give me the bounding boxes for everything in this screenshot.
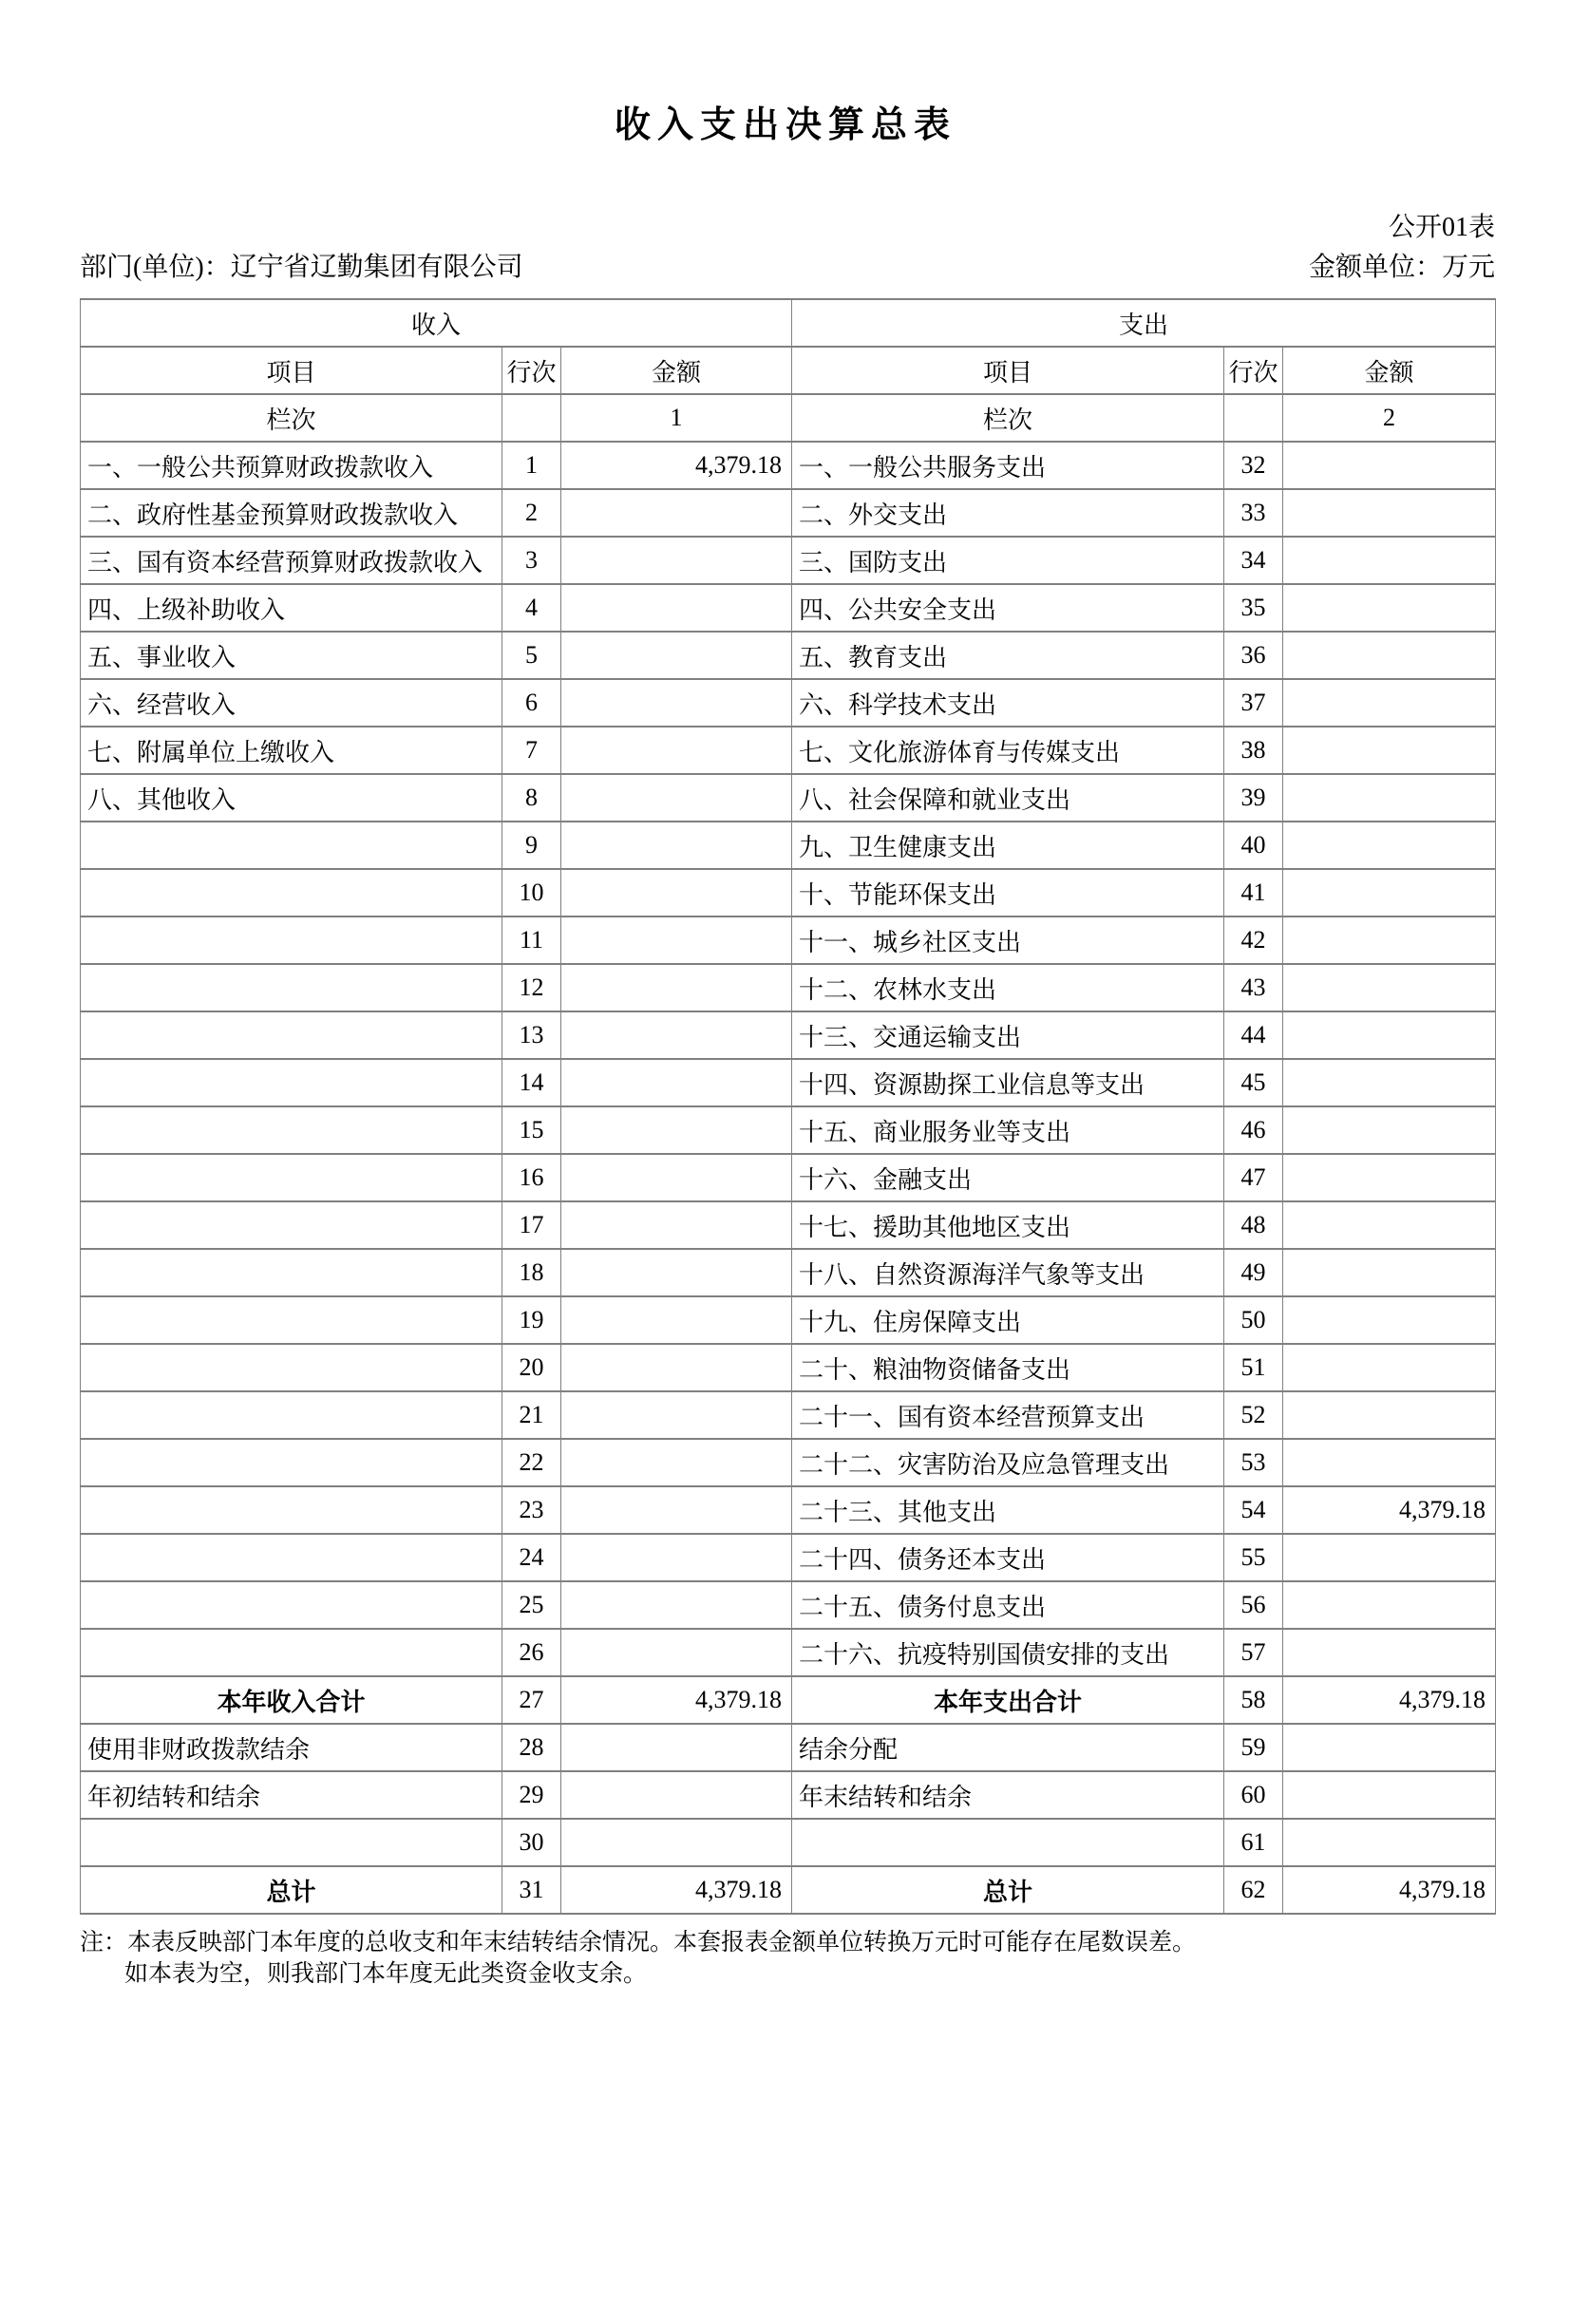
income-amount-cell [561,964,792,1011]
expense-amount-cell [1283,1534,1496,1581]
expense-item-cell: 七、文化旅游体育与传媒支出 [792,727,1224,774]
group-header-row [81,299,1496,347]
expense-line-cell: 53 [1224,1439,1283,1486]
expense-amount-cell [1283,1581,1496,1629]
notes-block [80,1927,1495,1990]
expense-item-cell [792,1819,1224,1866]
income-amount-cell [561,727,792,774]
note-line-1: 注：本表反映部门本年度的总收支和年末结转结余情况。本套报表金额单位转换万元时可能存在尾数误差。 [80,1930,1197,1956]
expense-item-cell: 二十二、灾害防治及应急管理支出 [792,1439,1224,1486]
expense-line-cell: 51 [1224,1344,1283,1391]
expense-amount-cell [1283,679,1496,727]
expense-amount-cell [1283,584,1496,632]
income-amount-cell [561,1581,792,1629]
income-line-cell: 19 [502,1296,561,1344]
income-amount-cell: 4,379.18 [561,1866,792,1914]
expense-item-cell: 三、国防支出 [792,537,1224,584]
expense-item-cell: 十二、农林水支出 [792,964,1224,1011]
document-page [0,103,1571,2324]
expense-amount-cell: 4,379.18 [1283,1866,1496,1914]
income-item-cell [81,1344,502,1391]
expense-line-cell: 43 [1224,964,1283,1011]
income-line-cell: 9 [502,822,561,869]
income-amount-cell [561,1439,792,1486]
income-amount-cell [561,916,792,964]
income-line-cell: 4 [502,584,561,632]
income-amount-cell [561,1629,792,1676]
expense-amount-cell [1283,1296,1496,1344]
income-item-cell: 本年收入合计 [81,1676,502,1724]
expense-line-cell: 49 [1224,1249,1283,1296]
expense-line-cell: 33 [1224,489,1283,537]
expense-amount-cell [1283,489,1496,537]
table-row [81,1534,1496,1581]
expense-line-cell: 45 [1224,1059,1283,1106]
income-line-cell: 6 [502,679,561,727]
income-line-cell: 8 [502,774,561,822]
expense-line-cell: 41 [1224,869,1283,916]
table-row [81,1011,1496,1059]
income-amount-cell [561,1486,792,1534]
income-line-cell: 17 [502,1201,561,1249]
income-amount-cell: 4,379.18 [561,1676,792,1724]
income-line-cell: 28 [502,1724,561,1771]
expense-amount-cell [1283,1724,1496,1771]
table-row [81,442,1496,489]
income-line-cell: 13 [502,1011,561,1059]
income-line-cell: 22 [502,1439,561,1486]
expense-item-cell: 二十三、其他支出 [792,1486,1224,1534]
expense-line-cell: 54 [1224,1486,1283,1534]
expense-line-cell: 39 [1224,774,1283,822]
expense-item-cell: 十八、自然资源海洋气象等支出 [792,1249,1224,1296]
table-row [81,1771,1496,1819]
expense-line-cell: 37 [1224,679,1283,727]
income-line-cell: 11 [502,916,561,964]
income-line-cell: 21 [502,1391,561,1439]
table-row [81,632,1496,679]
income-col-number: 1 [561,394,792,442]
income-amount-cell [561,1296,792,1344]
expense-amount-cell [1283,442,1496,489]
expense-amount-cell [1283,1106,1496,1154]
income-item-cell [81,1201,502,1249]
expense-amount-cell [1283,632,1496,679]
expense-line-cell: 56 [1224,1581,1283,1629]
income-item-cell [81,1391,502,1439]
income-item-cell [81,1581,502,1629]
income-amount-cell [561,1154,792,1201]
table-row [81,537,1496,584]
income-amount-cell [561,1249,792,1296]
expense-item-cell: 二十五、债务付息支出 [792,1581,1224,1629]
expense-col-number: 2 [1283,394,1496,442]
expense-item-cell: 本年支出合计 [792,1676,1224,1724]
income-item-cell [81,822,502,869]
budget-summary-table [80,298,1496,1915]
income-item-cell: 八、其他收入 [81,774,502,822]
income-line-cell: 16 [502,1154,561,1201]
expense-amount-cell [1283,774,1496,822]
income-item-cell [81,1059,502,1106]
table-row [81,1581,1496,1629]
income-amount-cell [561,537,792,584]
expense-item-cell: 九、卫生健康支出 [792,822,1224,869]
expense-line-cell: 50 [1224,1296,1283,1344]
table-row [81,1439,1496,1486]
expense-item-cell: 二十四、债务还本支出 [792,1534,1224,1581]
expense-amount-cell [1283,1059,1496,1106]
expense-amount-cell [1283,1011,1496,1059]
table-row [81,1676,1496,1724]
income-amount-cell [561,489,792,537]
income-line-cell: 18 [502,1249,561,1296]
table-row [81,1249,1496,1296]
expense-item-cell: 年末结转和结余 [792,1771,1224,1819]
note-line-2: 如本表为空，则我部门本年度无此类资金收支余。 [124,1961,648,1987]
expense-line-cell: 52 [1224,1391,1283,1439]
expense-item-cell: 八、社会保障和就业支出 [792,774,1224,822]
expense-item-cell: 十七、援助其他地区支出 [792,1201,1224,1249]
expense-line-cell: 34 [1224,537,1283,584]
expense-line-cell: 46 [1224,1106,1283,1154]
unit-label: 金额单位：万元 [1308,253,1495,282]
income-item-cell [81,1486,502,1534]
income-line-cell: 7 [502,727,561,774]
table-row [81,1059,1496,1106]
expense-amount-header: 金额 [1283,347,1496,394]
income-item-cell: 四、上级补助收入 [81,584,502,632]
expense-item-cell: 十九、住房保障支出 [792,1296,1224,1344]
expense-item-cell: 六、科学技术支出 [792,679,1224,727]
page-title: 收入支出决算总表 [614,105,956,145]
expense-line-cell: 47 [1224,1154,1283,1201]
expense-amount-cell [1283,1771,1496,1819]
income-amount-cell [561,584,792,632]
table-row [81,1819,1496,1866]
expense-line-cell: 42 [1224,916,1283,964]
income-item-cell: 七、附属单位上缴收入 [81,727,502,774]
income-line-cell: 12 [502,964,561,1011]
expense-line-cell: 60 [1224,1771,1283,1819]
expense-amount-cell [1283,1439,1496,1486]
column-number-row [81,394,1496,442]
expense-line-cell: 48 [1224,1201,1283,1249]
income-amount-cell [561,632,792,679]
table-row [81,964,1496,1011]
income-line-cell: 14 [502,1059,561,1106]
income-line-cell: 5 [502,632,561,679]
income-amount-cell [561,1724,792,1771]
expense-amount-cell [1283,964,1496,1011]
expense-amount-cell [1283,1154,1496,1201]
income-amount-cell [561,869,792,916]
expense-line-cell: 59 [1224,1724,1283,1771]
table-row [81,1866,1496,1914]
expense-amount-cell [1283,1249,1496,1296]
meta-row [80,253,1495,283]
expense-line-cell: 35 [1224,584,1283,632]
income-amount-cell [561,1344,792,1391]
income-item-cell [81,1439,502,1486]
income-item-cell [81,1534,502,1581]
income-line-cell: 1 [502,442,561,489]
income-item-cell [81,916,502,964]
income-amount-header: 金额 [561,347,792,394]
table-row [81,774,1496,822]
department-label: 部门(单位)：辽宁省辽勤集团有限公司 [80,253,523,282]
expense-amount-cell: 4,379.18 [1283,1486,1496,1534]
income-amount-cell [561,1534,792,1581]
income-item-cell: 年初结转和结余 [81,1771,502,1819]
income-line-cell: 23 [502,1486,561,1534]
expense-bar-line-blank [1224,394,1283,442]
income-line-cell: 25 [502,1581,561,1629]
income-item-cell: 使用非财政拨款结余 [81,1724,502,1771]
expense-item-cell: 五、教育支出 [792,632,1224,679]
table-row [81,822,1496,869]
expense-line-cell: 44 [1224,1011,1283,1059]
expense-line-cell: 38 [1224,727,1283,774]
expense-item-cell: 十五、商业服务业等支出 [792,1106,1224,1154]
expense-amount-cell [1283,1629,1496,1676]
income-amount-cell [561,1106,792,1154]
income-amount-cell [561,1201,792,1249]
income-amount-cell [561,679,792,727]
expense-group-header: 支出 [792,299,1496,347]
income-line-header: 行次 [502,347,561,394]
income-amount-cell [561,1771,792,1819]
expense-line-cell: 62 [1224,1866,1283,1914]
income-item-header: 项目 [81,347,502,394]
income-item-cell [81,1249,502,1296]
expense-line-cell: 55 [1224,1534,1283,1581]
expense-item-cell: 二十六、抗疫特别国债安排的支出 [792,1629,1224,1676]
table-row [81,584,1496,632]
income-amount-cell [561,1819,792,1866]
income-amount-cell [561,1011,792,1059]
income-line-cell: 29 [502,1771,561,1819]
income-line-cell: 20 [502,1344,561,1391]
expense-line-cell: 36 [1224,632,1283,679]
income-item-cell [81,1819,502,1866]
income-line-cell: 26 [502,1629,561,1676]
expense-item-cell: 二十一、国有资本经营预算支出 [792,1391,1224,1439]
income-line-cell: 27 [502,1676,561,1724]
income-item-cell [81,1154,502,1201]
income-amount-cell [561,1059,792,1106]
expense-line-cell: 61 [1224,1819,1283,1866]
expense-item-cell: 结余分配 [792,1724,1224,1771]
expense-item-cell: 十六、金融支出 [792,1154,1224,1201]
table-row [81,679,1496,727]
income-item-cell [81,1629,502,1676]
table-row [81,1724,1496,1771]
table-code: 公开01表 [1388,213,1495,242]
expense-item-cell: 总计 [792,1866,1224,1914]
expense-amount-cell [1283,1819,1496,1866]
expense-amount-cell [1283,1344,1496,1391]
expense-item-cell: 十一、城乡社区支出 [792,916,1224,964]
income-item-cell: 总计 [81,1866,502,1914]
income-item-cell: 五、事业收入 [81,632,502,679]
expense-line-cell: 40 [1224,822,1283,869]
expense-line-cell: 58 [1224,1676,1283,1724]
table-row [81,1486,1496,1534]
expense-item-cell: 一、一般公共服务支出 [792,442,1224,489]
table-row [81,1154,1496,1201]
expense-line-cell: 57 [1224,1629,1283,1676]
table-row [81,1106,1496,1154]
income-line-cell: 30 [502,1819,561,1866]
table-row [81,1391,1496,1439]
content-area [80,213,1495,1990]
income-line-cell: 24 [502,1534,561,1581]
income-line-cell: 3 [502,537,561,584]
income-line-cell: 31 [502,1866,561,1914]
table-row [81,869,1496,916]
expense-line-header: 行次 [1224,347,1283,394]
income-bar-line-blank [502,394,561,442]
expense-amount-cell: 4,379.18 [1283,1676,1496,1724]
expense-item-cell: 四、公共安全支出 [792,584,1224,632]
expense-item-cell: 十、节能环保支出 [792,869,1224,916]
expense-item-cell: 二、外交支出 [792,489,1224,537]
income-item-cell [81,869,502,916]
table-row [81,1296,1496,1344]
table-row [81,1344,1496,1391]
income-item-cell: 三、国有资本经营预算财政拨款收入 [81,537,502,584]
expense-bar-label: 栏次 [792,394,1224,442]
income-group-header: 收入 [81,299,792,347]
expense-amount-cell [1283,537,1496,584]
table-row [81,489,1496,537]
table-row [81,916,1496,964]
income-line-cell: 15 [502,1106,561,1154]
table-row [81,727,1496,774]
expense-item-cell: 十四、资源勘探工业信息等支出 [792,1059,1224,1106]
expense-amount-cell [1283,869,1496,916]
income-item-cell [81,964,502,1011]
expense-item-cell: 十三、交通运输支出 [792,1011,1224,1059]
income-item-cell: 六、经营收入 [81,679,502,727]
income-line-cell: 10 [502,869,561,916]
table-row [81,1201,1496,1249]
table-row [81,1629,1496,1676]
expense-item-header: 项目 [792,347,1224,394]
income-amount-cell: 4,379.18 [561,442,792,489]
income-line-cell: 2 [502,489,561,537]
income-item-cell [81,1106,502,1154]
table-body [81,442,1496,1914]
expense-line-cell: 32 [1224,442,1283,489]
income-amount-cell [561,774,792,822]
expense-amount-cell [1283,727,1496,774]
income-amount-cell [561,822,792,869]
income-amount-cell [561,1391,792,1439]
income-item-cell [81,1011,502,1059]
expense-amount-cell [1283,1391,1496,1439]
income-item-cell: 一、一般公共预算财政拨款收入 [81,442,502,489]
income-item-cell [81,1296,502,1344]
expense-amount-cell [1283,916,1496,964]
expense-amount-cell [1283,1201,1496,1249]
income-bar-label: 栏次 [81,394,502,442]
column-header-row [81,347,1496,394]
expense-amount-cell [1283,822,1496,869]
expense-item-cell: 二十、粮油物资储备支出 [792,1344,1224,1391]
income-item-cell: 二、政府性基金预算财政拨款收入 [81,489,502,537]
